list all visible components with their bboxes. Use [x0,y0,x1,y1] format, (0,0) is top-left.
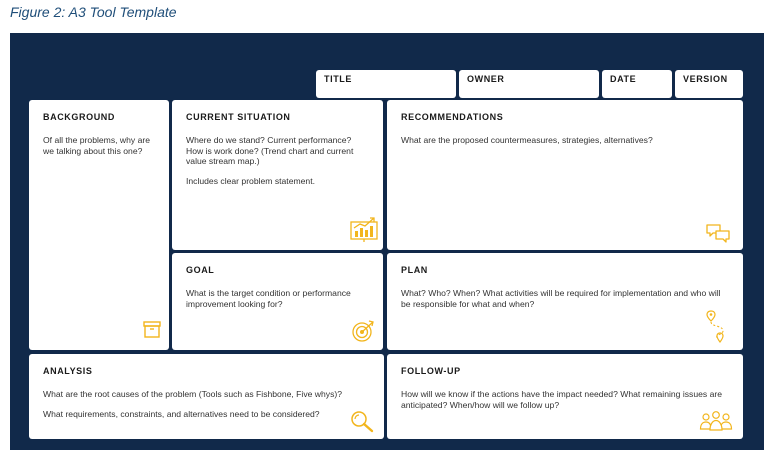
plan-text: What? Who? When? What activities will be required for implementation and who will be responsible for what and when? [401,288,721,309]
archive-box-icon [142,319,162,339]
plan-heading: PLAN [401,265,428,275]
target-icon [350,319,376,343]
goal-section[interactable] [172,253,383,350]
date-label: DATE [610,74,637,84]
recommendations-text: What are the proposed countermeasures, strategies, alternatives? [401,135,653,145]
recommendations-heading: RECOMMENDATIONS [401,112,504,122]
current-situation-text: Where do we stand? Current performance? How is work done? (Trend chart and current value stream map.) [186,135,354,166]
goal-heading: GOAL [186,265,215,275]
team-people-icon [699,409,733,431]
speech-bubbles-icon [705,222,731,244]
figure-caption: Figure 2: A3 Tool Template [10,4,177,20]
analysis-section[interactable] [29,354,384,439]
follow-up-section[interactable] [387,354,743,439]
background-heading: BACKGROUND [43,112,115,122]
analysis-text: What are the root causes of the problem (Tools such as Fishbone, Five whys)? [43,389,343,399]
current-situation-section[interactable] [172,100,383,250]
bar-chart-icon [350,216,378,242]
background-text: Of all the problems, why are we talking about this one? [43,135,150,156]
date-field[interactable] [602,70,672,98]
goal-text: What is the target condition or performance improvement looking for? [186,288,351,309]
route-path-icon [705,309,729,345]
follow-up-text: How will we know if the actions have the impact needed? What remaining issues are anticipated? When/how will we follow up? [401,389,722,410]
version-field[interactable] [675,70,743,98]
recommendations-section[interactable] [387,100,743,250]
title-label: TITLE [324,74,352,84]
owner-label: OWNER [467,74,505,84]
analysis-text2: What requirements, constraints, and alternatives need to be considered? [43,408,320,419]
current-situation-heading: CURRENT SITUATION [186,112,291,122]
version-label: VERSION [683,74,728,84]
title-field[interactable] [316,70,456,98]
follow-up-heading: FOLLOW-UP [401,366,461,376]
analysis-heading: ANALYSIS [43,366,93,376]
background-section[interactable] [29,100,169,350]
plan-section[interactable] [387,253,743,350]
owner-field[interactable] [459,70,599,98]
magnifier-icon [349,409,375,433]
current-situation-text2: Includes clear problem statement. [186,175,315,186]
